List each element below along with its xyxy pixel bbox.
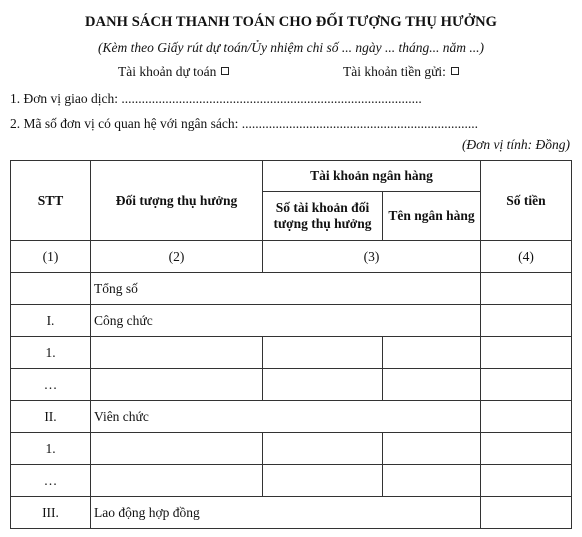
transaction-unit-line: 1. Đơn vị giao dịch: .........................................................................................: [10, 91, 422, 106]
table-row: [11, 401, 572, 433]
row-account-number-cell: [263, 369, 383, 401]
row-account-number-cell: [263, 433, 383, 465]
account-deposit-label: Tài khoản tiền gửi:: [343, 64, 446, 79]
header-stt: STT: [11, 161, 91, 241]
row-amount-cell: [481, 401, 572, 433]
row-amount-cell: [481, 369, 572, 401]
table-row: [11, 305, 572, 337]
column-number: (4): [481, 241, 572, 273]
row-beneficiary-cell: [91, 465, 263, 497]
table-row: [11, 497, 572, 529]
row-stt: 1.: [11, 337, 91, 369]
column-number: (1): [11, 241, 91, 273]
row-label: Tổng số: [91, 273, 481, 305]
document-title: DANH SÁCH THANH TOÁN CHO ĐỐI TƯỢNG THỤ HƯỞNG: [84, 14, 498, 30]
column-number: (3): [263, 241, 481, 273]
header-account-number: Số tài khoản đối tượng thụ hưởng: [263, 192, 383, 241]
header-bank-account: Tài khoản ngân hàng: [263, 161, 481, 192]
payment-table: [10, 160, 572, 529]
row-label: Lao động hợp đồng: [91, 497, 481, 529]
row-beneficiary-cell: [91, 337, 263, 369]
row-amount-cell: [481, 273, 572, 305]
row-bank-name-cell: [383, 433, 481, 465]
row-bank-name-cell: [383, 465, 481, 497]
account-estimate-label: Tài khoản dự toán: [118, 64, 217, 79]
row-beneficiary-cell: [91, 433, 263, 465]
row-bank-name-cell: [383, 337, 481, 369]
table-row: [11, 337, 572, 369]
budget-unit-code-line: 2. Mã số đơn vị có quan hệ với ngân sách: ......................................................................: [10, 116, 478, 131]
account-deposit: [343, 64, 459, 80]
row-stt: [11, 273, 91, 305]
header-beneficiary: Đối tượng thụ hưởng: [91, 161, 263, 241]
account-estimate: [118, 64, 229, 80]
table-row: [11, 273, 572, 305]
row-stt: I.: [11, 305, 91, 337]
row-stt: …: [11, 369, 91, 401]
row-label: Công chức: [91, 305, 481, 337]
row-beneficiary-cell: [91, 369, 263, 401]
row-stt: II.: [11, 401, 91, 433]
row-amount-cell: [481, 337, 572, 369]
table-row: [11, 369, 572, 401]
row-amount-cell: [481, 305, 572, 337]
header-bank-name: Tên ngân hàng: [383, 192, 481, 241]
header-amount: Số tiền: [481, 161, 572, 241]
row-label: Viên chức: [91, 401, 481, 433]
row-amount-cell: [481, 433, 572, 465]
table-row: [11, 465, 572, 497]
row-amount-cell: [481, 497, 572, 529]
unit-note: (Đơn vị tính: Đồng): [461, 137, 570, 152]
row-account-number-cell: [263, 337, 383, 369]
document-subtitle: (Kèm theo Giấy rút dự toán/Ủy nhiệm chi số ... ngày ... tháng... năm ...): [97, 40, 485, 55]
checkbox-icon[interactable]: [451, 67, 459, 75]
row-account-number-cell: [263, 465, 383, 497]
row-bank-name-cell: [383, 369, 481, 401]
column-number-row: [11, 241, 572, 273]
row-stt: III.: [11, 497, 91, 529]
row-amount-cell: [481, 465, 572, 497]
row-stt: …: [11, 465, 91, 497]
column-number: (2): [91, 241, 263, 273]
row-stt: 1.: [11, 433, 91, 465]
checkbox-icon[interactable]: [221, 67, 229, 75]
table-row: [11, 433, 572, 465]
